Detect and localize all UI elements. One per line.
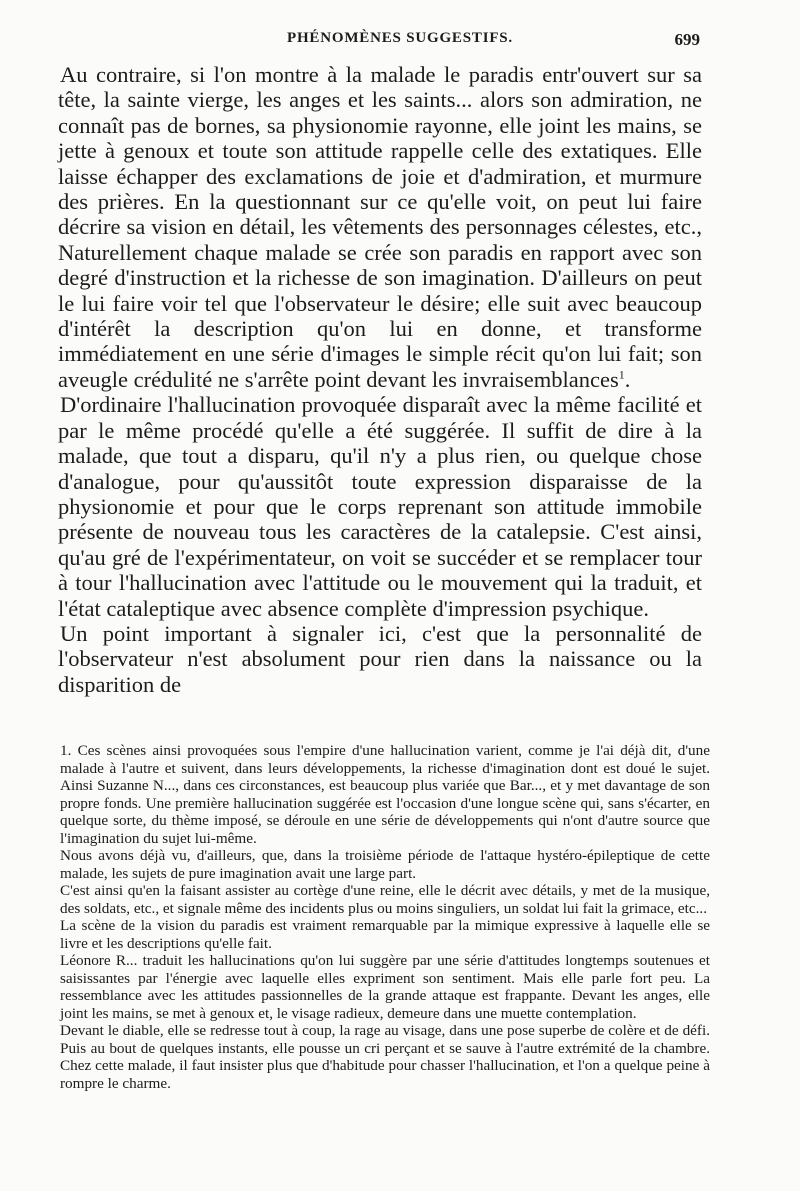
footnote-reference: 1 bbox=[618, 367, 625, 382]
paragraph-text: Au contraire, si l'on montre à la malade le paradis entr'ouvert sur sa tête, la sainte vierge, les anges et les saints... alors son admiration, ne connaît pas de bornes, sa physionomie rayonne, elle joint les mains, se jette à genoux et toute son attitude rappelle celle des extatiques. Elle laisse échapper des exclamations de joie et d'admiration, et murmure des prières. En la questionnant sur ce qu'elle voit, on peut lui faire décrire sa vision en détail, les vêtements des personnages célestes, etc., Naturellement chaque malade se crée son paradis en rapport avec son degré d'instruction et la richesse de son imagination. D'ailleurs on peut le lui faire voir tel que l'observateur le désire; elle suit avec beaucoup d'intérêt la description qu'on lui en donne, et transforme immédiatement en une série d'images le simple récit qu'on lui fait; son aveugle crédulité ne s'arrête point devant les invraisemblances bbox=[58, 62, 702, 392]
footnote-paragraph: 1. Ces scènes ainsi provoquées sous l'empire d'une hallucination varient, comme je l'ai déjà dit, d'une malade à l'autre et suivent, dans leurs développements, la richesse d'imagination dont est doué le sujet. Ainsi Suzanne N..., dans ces circonstances, est beaucoup plus variée que Bar..., et y met davantage de son propre fonds. Une première hallucination suggérée est l'occasion d'une longue scène qui, sans s'écarter, en quelque sorte, du thème imposé, se déroule en une série de développements qui n'ont d'autre source que l'imagination du sujet lui-même. bbox=[60, 742, 710, 847]
footnote-paragraph: C'est ainsi qu'en la faisant assister au cortège d'une reine, elle le décrit avec détails, y met de la musique, des soldats, etc., et signale même des incidents plus ou moins singuliers, un soldat lui fait la grimace, etc... bbox=[60, 882, 710, 917]
running-head bbox=[0, 28, 800, 54]
footnotes bbox=[60, 742, 710, 1092]
body-paragraph: Un point important à signaler ici, c'est que la personnalité de l'observateur n'est absolument pour rien dans la naissance ou la disparition de bbox=[58, 620, 702, 697]
page-number: 699 bbox=[674, 30, 700, 49]
footnote-paragraph: Léonore R... traduit les hallucinations qu'on lui suggère par une série d'attitudes longtemps soutenues et saisissantes par l'énergie avec laquelle elles expriment son sentiment. Mais elle parle fort peu. La ressemblance avec les attitudes passionnelles de la grande attaque est frappante. Devant les anges, elle joint les mains, se met à genoux et, le visage radieux, demeure dans une muette contemplation. bbox=[60, 952, 710, 1022]
running-title: PHÉNOMÈNES SUGGESTIFS. bbox=[287, 30, 513, 46]
footnote-paragraph: La scène de la vision du paradis est vraiment remarquable par la mimique expressive à laquelle elle se livre et les descriptions qu'elle fait. bbox=[60, 917, 710, 952]
body-paragraph: D'ordinaire l'hallucination provoquée disparaît avec la même facilité et par le même procédé qu'elle a été suggérée. Il suffit de dire à la malade, que tout a disparu, qu'il n'y a plus rien, ou quelque chose d'analogue, pour qu'aussitôt toute expression disparaisse de la physionomie et pour que le corps reprenant son attitude immobile présente de nouveau tous les caractères de la catalepsie. C'est ainsi, qu'au gré de l'expérimentateur, on voit se succéder et se remplacer tour à tour l'hallucination avec l'attitude ou le mouvement qui la traduit, et l'état cataleptique avec absence complète d'impression psychique. bbox=[58, 392, 702, 621]
footnote-paragraph: Nous avons déjà vu, d'ailleurs, que, dans la troisième période de l'attaque hystéro-épileptique de cette malade, les sujets de pure imagination avait une large part. bbox=[60, 847, 710, 882]
footnote-paragraph: Devant le diable, elle se redresse tout à coup, la rage au visage, dans une pose superbe de colère et de défi. Puis au bout de quelques instants, elle pousse un cri perçant et se sauve à l'autre extrémité de la chambre. Chez cette malade, il faut insister plus que d'habitude pour chasser l'hallucination, et l'on a quelque peine à rompre le charme. bbox=[60, 1022, 710, 1092]
body-paragraph bbox=[58, 62, 702, 392]
end-punctuation: . bbox=[624, 366, 631, 392]
main-text bbox=[58, 62, 702, 697]
